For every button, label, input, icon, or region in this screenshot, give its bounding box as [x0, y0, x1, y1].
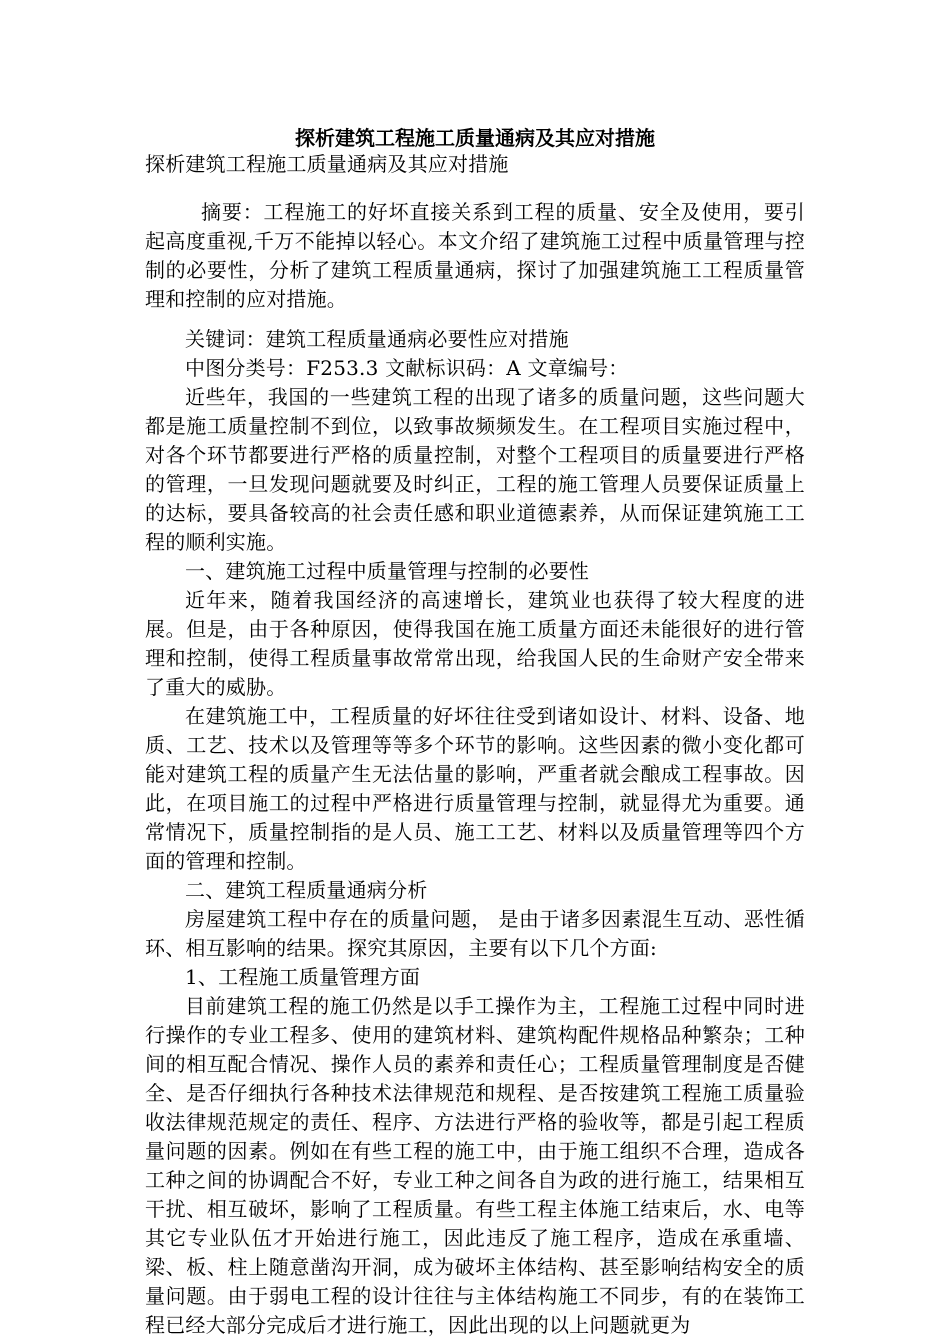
- document-title: 探析建筑工程施工质量通病及其应对措施: [295, 126, 655, 150]
- body-paragraph: 近年来，随着我国经济的高速增长，建筑业也获得了较大程度的进展。但是，由于各种原因，使得我国在施工质量方面还未能很好的进行管理和控制，使得工程质量事故常常出现，给我国人民的生命财产安全带来了重大的威胁。: [145, 588, 805, 699]
- document-subtitle: 探析建筑工程施工质量通病及其应对措施: [145, 152, 509, 176]
- body-paragraph: 在建筑施工中，工程质量的好坏往往受到诸如设计、材料、设备、地质、工艺、技术以及管理等等多个环节的影响。这些因素的微小变化都可能对建筑工程的质量产生无法估量的影响，严重者就会酿成工程事故。因此，在项目施工的过程中严格进行质量管理与控制，就显得尤为重要。通常情况下，质量控制指的是人员、施工工艺、材料以及质量管理等四个方面的管理和控制。: [145, 704, 805, 873]
- body-paragraph: 目前建筑工程的施工仍然是以手工操作为主，工程施工过程中同时进行操作的专业工程多、使用的建筑材料、建筑构配件规格品种繁杂；工种间的相互配合情况、操作人员的素养和责任心；工程质量管理制度是否健全、是否仔细执行各种技术法律规范和规程、是否按建筑工程施工质量验收法律规范规定的责任、程序、方法进行严格的验收等，都是引起工程质量问题的因素。例如在有些工程的施工中，由于施工组织不合理，造成各工种之间的协调配合不好，专业工种之间各自为政的进行施工，结果相互干扰、相互破坏，影响了工程质量。有些工程主体施工结束后，水、电等其它专业队伍才开始进行施工，因此违反了施工程序，造成在承重墙、梁、板、柱上随意凿沟开洞，成为破坏主体结构、甚至影响结构安全的质量问题。由于弱电工程的设计往往与主体结构施工不同步，有的在装饰工程已经大部分完成后才进行施工，因此出现的以上问题就更为: [145, 994, 805, 1337]
- body-paragraph: 房屋建筑工程中存在的质量问题， 是由于诸多因素混生互动、恶性循环、相互影响的结果。探究其原因，主要有以下几个方面:: [145, 907, 805, 960]
- body-paragraph: 近些年，我国的一些建筑工程的出现了诸多的质量问题，这些问题大都是施工质量控制不到位，以致事故频频发生。在工程项目实施过程中，对各个环节都要进行严格的质量控制，对整个工程项目的质量要进行严格的管理，一旦发现问题就要及时纠正，工程的施工管理人员要保证质量上的达标，要具备较高的社会责任感和职业道德素养，从而保证建筑施工工程的顺利实施。: [145, 385, 805, 554]
- classification-line: 中图分类号：F253.3 文献标识码：A 文章编号：: [185, 356, 629, 380]
- keywords-line: 关键词：建筑工程质量通病必要性应对措施: [185, 327, 569, 351]
- subsection-heading: 1、工程施工质量管理方面: [185, 965, 421, 989]
- abstract-section: [145, 198, 805, 314]
- abstract-paragraph: 摘要：工程施工的好坏直接关系到工程的质量、安全及使用，要引起高度重视,千万不能掉以轻心。本文介绍了建筑施工过程中质量管理与控制的必要性，分析了建筑工程质量通病，探讨了加强建筑施工工程质量管理和控制的应对措施。: [145, 200, 805, 311]
- section-heading: 二、建筑工程质量通病分析: [185, 878, 428, 902]
- article-body: [145, 325, 805, 1340]
- section-heading: 一、建筑施工过程中质量管理与控制的必要性: [185, 559, 589, 583]
